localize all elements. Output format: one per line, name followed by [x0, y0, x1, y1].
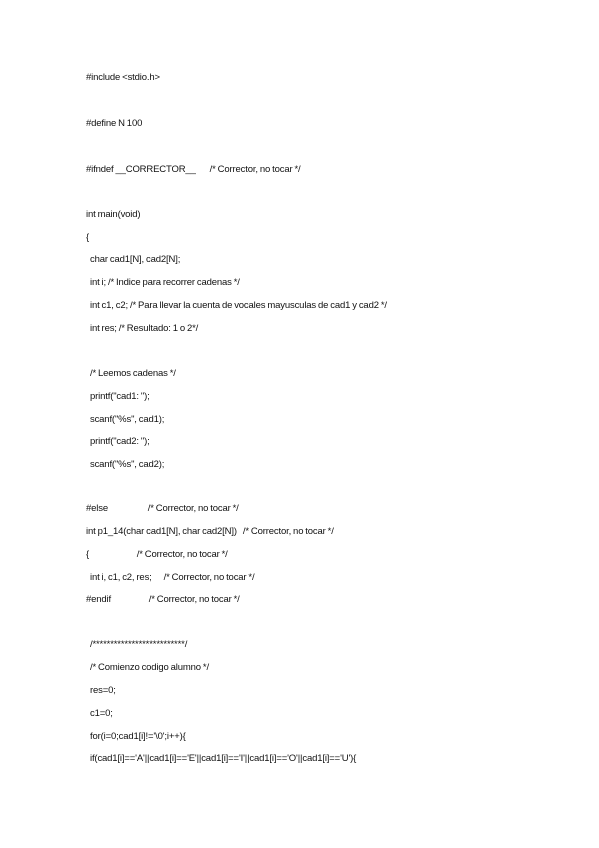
code-line: int p1_14(char cad1[N], char cad2[N]) /* Corrector, no tocar */ — [86, 526, 334, 537]
code-line: scanf("%s", cad2); — [86, 459, 165, 470]
code-line: int res; /* Resultado: 1 o 2*/ — [86, 323, 199, 334]
code-line: #include <stdio.h> — [86, 72, 160, 83]
code-line: scanf("%s", cad1); — [86, 414, 165, 425]
code-line: int main(void) — [86, 209, 141, 220]
code-line: #ifndef __CORRECTOR__ /* Corrector, no tocar */ — [86, 164, 301, 175]
code-line: { — [86, 232, 90, 243]
code-line: int c1, c2; /* Para llevar la cuenta de vocales mayusculas de cad1 y cad2 */ — [86, 300, 387, 311]
code-line: printf("cad2: "); — [86, 436, 150, 447]
code-line: /**************************/ — [86, 639, 188, 650]
code-line: #else /* Corrector, no tocar */ — [86, 503, 239, 514]
code-line: int i, c1, c2, res; /* Corrector, no tocar */ — [86, 572, 255, 583]
code-line: #endif /* Corrector, no tocar */ — [86, 594, 240, 605]
code-line: if(cad1[i]=='A'||cad1[i]=='E'||cad1[i]=='I'||cad1[i]=='O'||cad1[i]=='U'){ — [86, 753, 357, 764]
code-line: printf("cad1: "); — [86, 391, 150, 402]
code-line: c1=0; — [86, 708, 113, 719]
code-line: int i; /* Indice para recorrer cadenas */ — [86, 277, 240, 288]
code-line: /* Comienzo codigo alumno */ — [86, 662, 209, 673]
code-line: res=0; — [86, 685, 116, 696]
code-line: { /* Corrector, no tocar */ — [86, 549, 228, 560]
code-line: #define N 100 — [86, 118, 143, 129]
code-line: /* Leemos cadenas */ — [86, 368, 176, 379]
code-line: for(i=0;cad1[i]!='\0';i++){ — [86, 731, 186, 742]
code-line: char cad1[N], cad2[N]; — [86, 254, 181, 265]
